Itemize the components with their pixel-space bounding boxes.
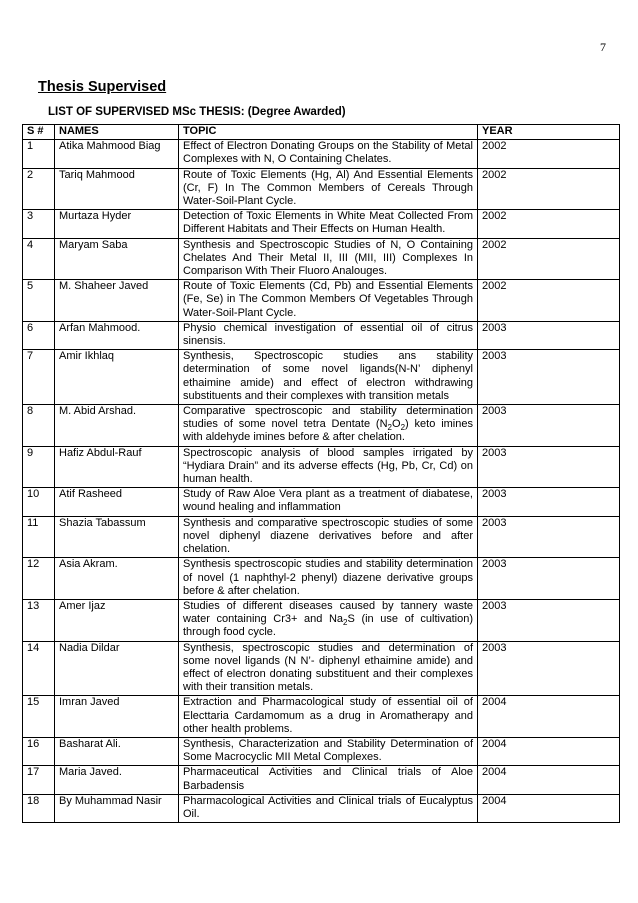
cell-topic: Synthesis and comparative spectroscopic studies of some novel diphenyl diazene derivatives before and after chelation. (179, 516, 478, 558)
cell-topic: Synthesis, spectroscopic studies and determination of some novel ligands (N N’- diphenyl ethaimine amide) and effect of electron donating substituent and their complexes with their transition metals. (179, 641, 478, 696)
table-row (23, 405, 620, 447)
table-row (23, 238, 620, 280)
cell-topic: Pharmaceutical Activities and Clinical trials of Aloe Barbadensis (179, 766, 478, 794)
table-row (23, 516, 620, 558)
table-row (23, 488, 620, 516)
cell-year: 2003 (478, 446, 620, 488)
cell-name: Nadia Dildar (55, 641, 179, 696)
table-row (23, 696, 620, 738)
cell-year: 2003 (478, 488, 620, 516)
cell-name: Maria Javed. (55, 766, 179, 794)
cell-serial: 17 (23, 766, 55, 794)
cell-topic (179, 405, 478, 447)
cell-topic: Extraction and Pharmacological study of essential oil of Electtaria Cardamomum as a drug in Aromatherapy and other health problems. (179, 696, 478, 738)
header-serial: S # (23, 125, 55, 140)
topic-text: Studies of different diseases caused by tannery waste water containing Cr3+ and Na (183, 599, 473, 626)
cell-topic: Synthesis, Characterization and Stability Determination of Some Macrocyclic MII Metal Complexes. (179, 737, 478, 765)
table-row (23, 280, 620, 322)
table-row (23, 140, 620, 168)
list-subheading: LIST OF SUPERVISED MSc THESIS: (Degree Awarded) (48, 106, 346, 118)
cell-serial: 3 (23, 210, 55, 238)
cell-year: 2002 (478, 238, 620, 280)
table-row (23, 599, 620, 641)
header-names: NAMES (55, 125, 179, 140)
cell-year: 2003 (478, 516, 620, 558)
cell-serial: 16 (23, 737, 55, 765)
cell-topic: Route of Toxic Elements (Hg, Al) And Essential Elements (Cr, F) In The Common Members of Cereals Through Water-Soil-Plant Cycle. (179, 168, 478, 210)
table-header-row (23, 125, 620, 140)
cell-topic: Synthesis and Spectroscopic Studies of N, O Containing Chelates And Their Metal II, III (MII, III) Complexes In Comparison With Their Fluoro Analouges. (179, 238, 478, 280)
cell-year: 2004 (478, 696, 620, 738)
cell-topic: Pharmacological Activities and Clinical trials of Eucalyptus Oil. (179, 794, 478, 822)
topic-text: S (in use of cultivation) through food cycle. (183, 613, 473, 639)
subscript: 2 (400, 423, 406, 433)
cell-name: Shazia Tabassum (55, 516, 179, 558)
cell-serial: 18 (23, 794, 55, 822)
table-row (23, 558, 620, 600)
topic-text: Comparative spectroscopic and stability determination studies of some novel tetra Dentate (N (183, 405, 473, 431)
cell-serial: 8 (23, 405, 55, 447)
cell-name: Amer Ijaz (55, 599, 179, 641)
cell-name: Maryam Saba (55, 238, 179, 280)
cell-topic: Synthesis spectroscopic studies and stability determination of novel (1 naphthyl-2 phenyl) diazene derivative groups before & after chelation. (179, 558, 478, 600)
cell-year: 2004 (478, 737, 620, 765)
cell-name: By Muhammad Nasir (55, 794, 179, 822)
cell-serial: 1 (23, 140, 55, 168)
table-row (23, 446, 620, 488)
cell-serial: 14 (23, 641, 55, 696)
cell-topic: Route of Toxic Elements (Cd, Pb) and Essential Elements (Fe, Se) in The Common Members Of Vegetables Through Water-Soil-Plant Cycle. (179, 280, 478, 322)
cell-name: Atika Mahmood Biag (55, 140, 179, 168)
cell-topic: Synthesis, Spectroscopic studies ans stability determination of some novel ligands(N-N’ diphenyl ethaimine amide) and effect of electron withdrawing substituents and their complexes with transition metals (179, 350, 478, 405)
cell-topic: Physio chemical investigation of essential oil of citrus sinensis. (179, 321, 478, 349)
table-row (23, 641, 620, 696)
table-row (23, 168, 620, 210)
cell-year: 2002 (478, 210, 620, 238)
cell-year: 2002 (478, 140, 620, 168)
cell-topic: Detection of Toxic Elements in White Meat Collected From Different Habitats and Their Effects on Human Health. (179, 210, 478, 238)
cell-year: 2004 (478, 766, 620, 794)
cell-topic (179, 599, 478, 641)
topic-text: O (392, 418, 401, 431)
cell-serial: 6 (23, 321, 55, 349)
cell-name: Basharat Ali. (55, 737, 179, 765)
cell-name: Atif Rasheed (55, 488, 179, 516)
cell-year: 2003 (478, 405, 620, 447)
cell-year: 2003 (478, 558, 620, 600)
cell-serial: 2 (23, 168, 55, 210)
cell-serial: 7 (23, 350, 55, 405)
cell-topic: Spectroscopic analysis of blood samples irrigated by “Hydiara Drain” and its adverse effects (Hg, Pb, Cr, Cd) on human health. (179, 446, 478, 488)
cell-serial: 4 (23, 238, 55, 280)
table-row (23, 794, 620, 822)
cell-topic: Study of Raw Aloe Vera plant as a treatment of diabatese, wound healing and inflammation (179, 488, 478, 516)
cell-year: 2003 (478, 321, 620, 349)
cell-name: Imran Javed (55, 696, 179, 738)
cell-name: Amir Ikhlaq (55, 350, 179, 405)
section-heading: Thesis Supervised (38, 79, 167, 95)
table-row (23, 210, 620, 238)
cell-year: 2003 (478, 350, 620, 405)
header-topic: TOPIC (179, 125, 478, 140)
table-row (23, 350, 620, 405)
cell-name: Murtaza Hyder (55, 210, 179, 238)
cell-year: 2003 (478, 599, 620, 641)
thesis-table (22, 124, 620, 823)
cell-year: 2003 (478, 641, 620, 696)
cell-name: M. Abid Arshad. (55, 405, 179, 447)
table-row (23, 766, 620, 794)
cell-name: Arfan Mahmood. (55, 321, 179, 349)
cell-serial: 10 (23, 488, 55, 516)
cell-year: 2002 (478, 280, 620, 322)
page-number: 7 (600, 40, 606, 54)
cell-serial: 5 (23, 280, 55, 322)
cell-serial: 11 (23, 516, 55, 558)
cell-name: Tariq Mahmood (55, 168, 179, 210)
cell-serial: 12 (23, 558, 55, 600)
cell-serial: 15 (23, 696, 55, 738)
cell-name: Hafiz Abdul-Rauf (55, 446, 179, 488)
table-row (23, 321, 620, 349)
cell-name: Asia Akram. (55, 558, 179, 600)
subscript: 2 (387, 423, 392, 433)
cell-topic: Effect of Electron Donating Groups on the Stability of Metal Complexes with N, O Containing Chelates. (179, 140, 478, 168)
cell-year: 2004 (478, 794, 620, 822)
topic-text: ) keto imines with aldehyde imines before & after chelation. (183, 418, 473, 444)
cell-serial: 9 (23, 446, 55, 488)
subscript: 2 (343, 618, 348, 628)
cell-year: 2002 (478, 168, 620, 210)
header-year: YEAR (478, 125, 620, 140)
cell-name: M. Shaheer Javed (55, 280, 179, 322)
table-row (23, 737, 620, 765)
cell-serial: 13 (23, 599, 55, 641)
